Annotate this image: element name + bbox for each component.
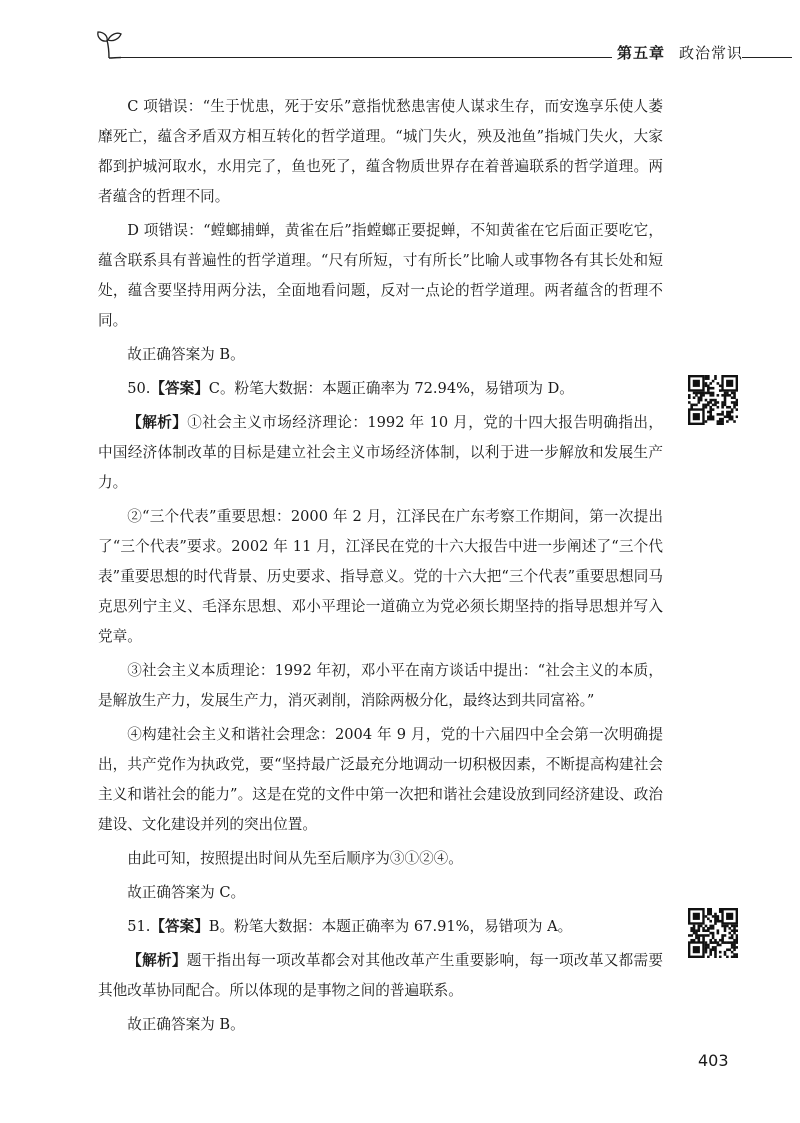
- q51-answer: [98, 912, 663, 942]
- q50-point-4: ④构建社会主义和谐社会理念：2004 年 9 月，党的十六届四中全会第一次明确提出，共产党作为执政党，要“坚持最广泛最充分地调动一切积极因素，不断提高构建社会主义和谐社会的能力”。这是在党的文件中第一次把和谐社会建设放到同经济建设、政治建设、文化建设并列的突出位置。: [98, 726, 663, 833]
- q50-point-2: ②“三个代表”重要思想：2000 年 2 月，江泽民在广东考察工作期间，第一次提出了“三个代表”要求。2002 年 11 月，江泽民在党的十六大报告中进一步阐述了“三个代表”重要思想的时代背景、历史要求、指导意义。党的十六大把“三个代表”重要思想同马克思列宁主义、毛泽东思想、邓小平理论一道确立为党必须长期坚持的指导思想并写入党章。: [98, 508, 663, 645]
- paragraph-c-option: C 项错误：“生于忧患，死于安乐”意指忧愁患害使人谋求生存，而安逸享乐使人萎靡死亡，蕴含矛盾双方相互转化的哲学道理。“城门失火，殃及池鱼”指城门失火，大家都到护城河取水，水用完了，鱼也死了，蕴含物质世界存在着普遍联系的哲学道理。两者蕴含的哲理不同。: [98, 98, 663, 205]
- page-number: 403: [698, 1051, 729, 1070]
- paragraph-conclusion-49: 故正确答案为 B。: [127, 346, 245, 363]
- header-rule: [117, 57, 612, 58]
- q51-answer-text: B。粉笔大数据：本题正确率为 67.91%，易错项为 A。: [208, 918, 573, 935]
- chapter-title: [617, 42, 743, 63]
- q50-analysis-tag: 【解析】: [127, 414, 188, 431]
- page-header: [95, 28, 795, 68]
- qr-code-icon[interactable]: [688, 908, 738, 958]
- q51-conclusion: 故正确答案为 B。: [127, 1016, 245, 1033]
- q51-analysis-tag: 【解析】: [127, 952, 187, 969]
- q50-conclusion: 故正确答案为 C。: [127, 884, 246, 901]
- q50-answer: [98, 374, 663, 404]
- qr-code-icon[interactable]: [688, 375, 738, 425]
- page-body: [98, 92, 663, 1040]
- section-label: 政治常识: [679, 44, 744, 62]
- paragraph-d-option: D 项错误：“螳螂捕蝉，黄雀在后”指螳螂正要捉蝉，不知黄雀在它后面正要吃它，蕴含联系具有普遍性的哲学道理。“尺有所短，寸有所长”比喻人或事物各有其长处和短处，蕴含要坚持用两分法，全面地看问题，反对一点论的哲学道理。两者蕴含的哲理不同。: [98, 222, 663, 329]
- chapter-label: 第五章: [617, 44, 666, 62]
- q51-answer-tag: 【答案】: [150, 918, 209, 935]
- q50-order: 由此可知，按照提出时间从先至后顺序为③①②④。: [127, 850, 463, 867]
- q51-number: 51.: [127, 918, 151, 935]
- header-rule-right: [742, 57, 792, 58]
- q50-answer-text: C。粉笔大数据：本题正确率为 72.94%，易错项为 D。: [208, 380, 574, 397]
- q50-analysis-text: ①社会主义市场经济理论：1992 年 10 月，党的十四大报告明确指出，中国经济体制改革的目标是建立社会主义市场经济体制，以利于进一步解放和发展生产力。: [98, 414, 663, 491]
- q50-answer-tag: 【答案】: [150, 380, 209, 397]
- q51-analysis: [98, 946, 663, 1006]
- q50-point-3: ③社会主义本质理论：1992 年初，邓小平在南方谈话中提出：“社会主义的本质，是解放生产力，发展生产力，消灭剥削，消除两极分化，最终达到共同富裕。”: [98, 662, 663, 709]
- q50-number: 50.: [127, 380, 151, 397]
- q50-analysis: [98, 408, 663, 498]
- q51-analysis-text: 题干指出每一项改革都会对其他改革产生重要影响，每一项改革又都需要其他改革协同配合。所以体现的是事物之间的普遍联系。: [98, 952, 663, 999]
